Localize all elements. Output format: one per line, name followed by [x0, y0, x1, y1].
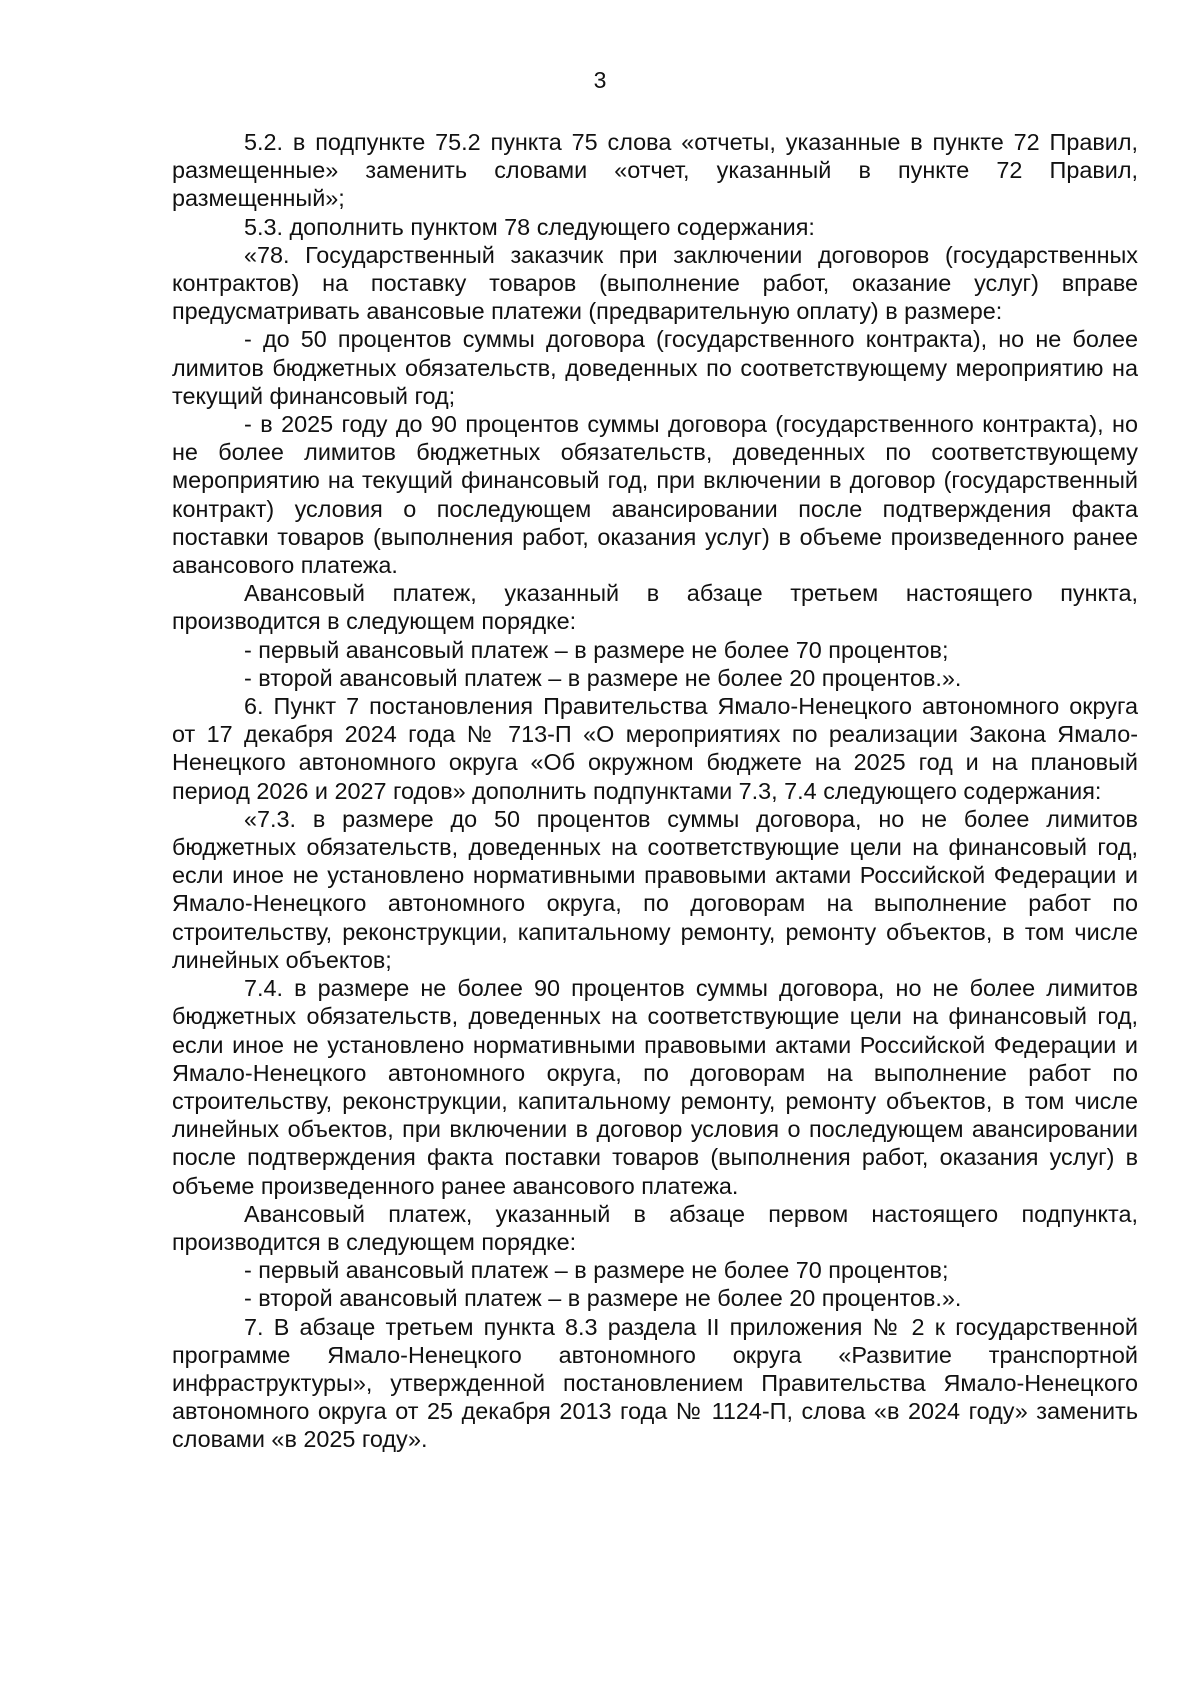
paragraph-7-3: «7.3. в размере до 50 процентов суммы договора, но не более лимитов бюджетных обязательств, доведенных на соответствующие цели на финансовый год, если иное не установлено нормативными правовыми актами Российской Федерации и Ямало-Ненецкого автономного округа, по договорам на выполнение работ по строительству, реконструкции, капитальному ремонту, ремонту объектов, в том числе линейных объектов;: [172, 805, 1138, 973]
paragraph-5-2: 5.2. в подпункте 75.2 пункта 75 слова «отчеты, указанные в пункте 72 Правил, размещенные» заменить словами «отчет, указанный в пункте 72 Правил, размещенный»;: [172, 129, 1138, 212]
paragraph-5-3: 5.3. дополнить пунктом 78 следующего содержания:: [244, 213, 815, 240]
list-item-advance-90: - в 2025 году до 90 процентов суммы договора (государственного контракта), но не более лимитов бюджетных обязательств, доведенных по соответствующему мероприятию на текущий финансовый год, при включении в договор (государственный контракт) условия о последующем авансировании после подтверждения факта поставки товаров (выполнения работ, оказания услуг) в объеме произведенного ранее авансового платежа.: [172, 411, 1138, 579]
paragraph-advance-order: Авансовый платеж, указанный в абзаце третьем настоящего пункта, производится в следующем порядке:: [172, 580, 1138, 635]
paragraph-7: 7. В абзаце третьем пункта 8.3 раздела II приложения № 2 к государственной программе Ямало-Ненецкого автономного округа «Развитие транспортной инфраструктуры», утвержденной постановлением Правительства Ямало-Ненецкого автономного округа от 25 декабря 2013 года № 1124-П, слова «в 2024 году» заменить словами «в 2025 году».: [172, 1313, 1138, 1453]
document-body: [172, 128, 1138, 1454]
page-number: 3: [593, 67, 607, 93]
paragraph-advance-order-subpoint: Авансовый платеж, указанный в абзаце первом настоящего подпункта, производится в следующем порядке:: [172, 1200, 1138, 1255]
list-item-second-payment: - второй авансовый платеж – в размере не более 20 процентов.».: [244, 664, 962, 691]
paragraph-6: 6. Пункт 7 постановления Правительства Ямало-Ненецкого автономного округа от 17 декабря 2024 года № 713-П «О мероприятиях по реализации Закона Ямало-Ненецкого автономного округа «Об окружном бюджете на 2025 год и на плановый период 2026 и 2027 годов» дополнить подпунктами 7.3, 7.4 следующего содержания:: [172, 693, 1138, 804]
list-item-second-payment-2: - второй авансовый платеж – в размере не более 20 процентов.».: [244, 1285, 962, 1312]
list-item-advance-50: - до 50 процентов суммы договора (государственного контракта), но не более лимитов бюджетных обязательств, доведенных по соответствующему мероприятию на текущий финансовый год;: [172, 326, 1138, 409]
paragraph-7-4: 7.4. в размере не более 90 процентов суммы договора, но не более лимитов бюджетных обязательств, доведенных на соответствующие цели на финансовый год, если иное не установлено нормативными правовыми актами Российской Федерации и Ямало-Ненецкого автономного округа, по договорам на выполнение работ по строительству, реконструкции, капитальному ремонту, ремонту объектов, в том числе линейных объектов, при включении в договор условия о последующем авансировании после подтверждения факта поставки товаров (выполнения работ, оказания услуг) в объеме произведенного ранее авансового платежа.: [172, 975, 1138, 1199]
list-item-first-payment: - первый авансовый платеж – в размере не более 70 процентов;: [244, 636, 949, 663]
list-item-first-payment-2: - первый авансовый платеж – в размере не более 70 процентов;: [244, 1257, 949, 1284]
paragraph-78: «78. Государственный заказчик при заключении договоров (государственных контрактов) на поставку товаров (выполнение работ, оказание услуг) вправе предусматривать авансовые платежи (предварительную оплату) в размере:: [172, 241, 1138, 325]
